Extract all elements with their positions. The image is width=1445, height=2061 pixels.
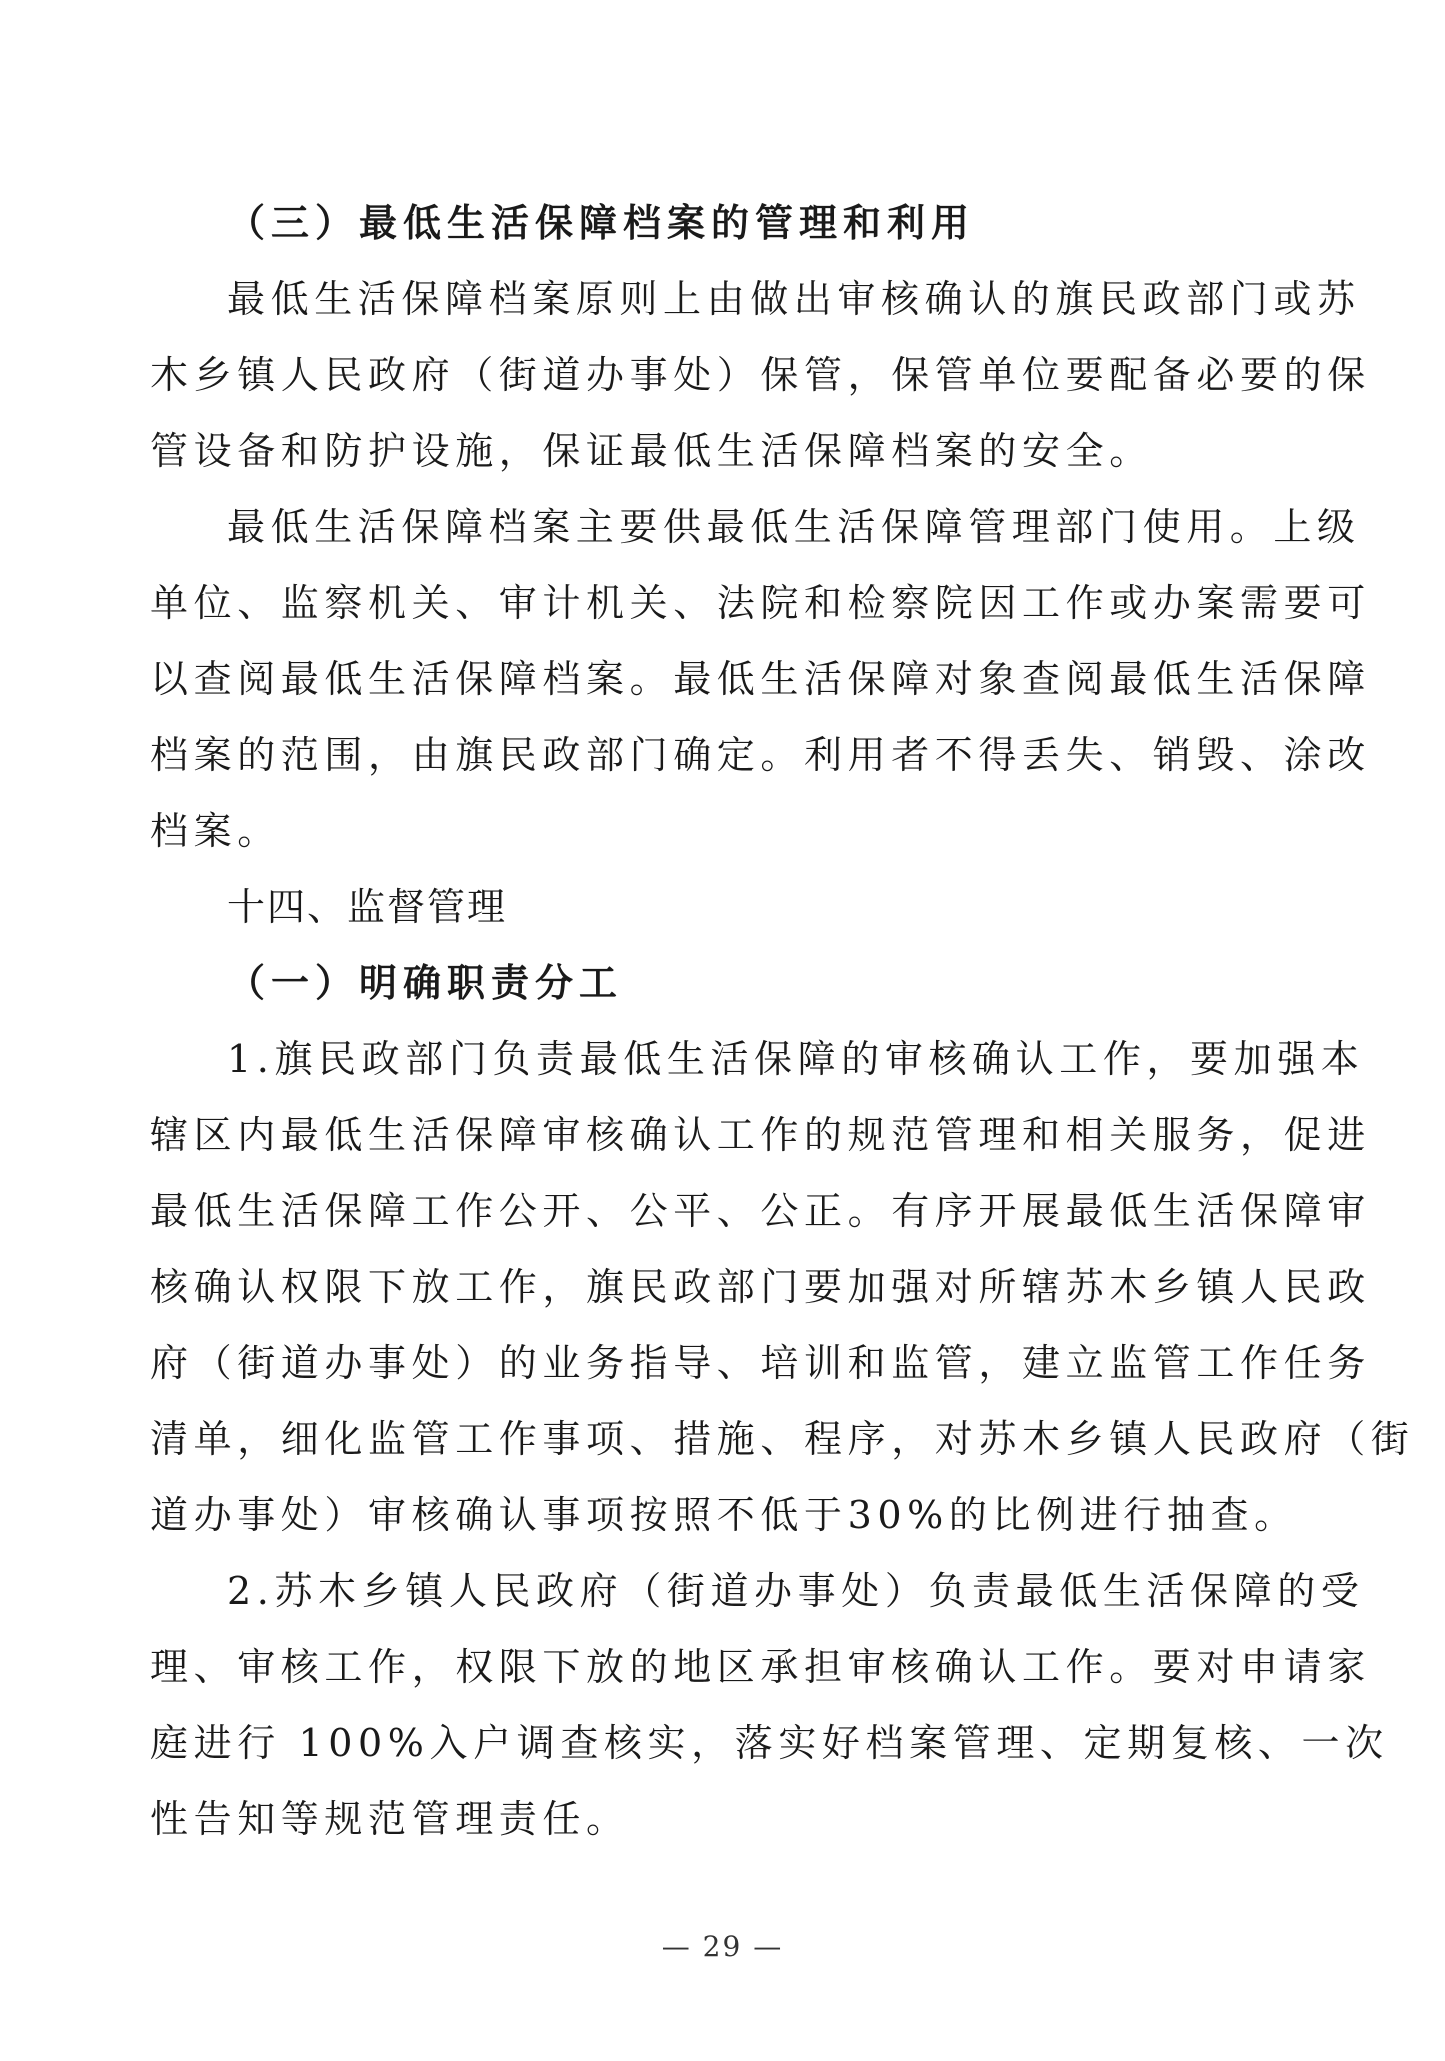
section-heading-supervision: 十四、监督管理 [227,885,508,929]
paragraph-line: 档案的范围，由旗民政部门确定。利用者不得丢失、销毁、涂改 [150,733,1371,777]
paragraph-line: 道办事处）审核确认事项按照不低于30%的比例进行抽查。 [150,1493,1298,1537]
paragraph-line: 以查阅最低生活保障档案。最低生活保障对象查阅最低生活保障 [150,657,1371,701]
paragraph-line: 府（街道办事处）的业务指导、培训和监管，建立监管工作任务 [150,1341,1371,1385]
paragraph-line: 最低生活保障档案原则上由做出审核确认的旗民政部门或苏 [227,277,1361,321]
paragraph-line: 理、审核工作，权限下放的地区承担审核确认工作。要对申请家 [150,1645,1371,1689]
subheading-archive-management: （三）最低生活保障档案的管理和利用 [227,200,976,245]
paragraph-line: 档案。 [150,809,281,853]
paragraph-line: 辖区内最低生活保障审核确认工作的规范管理和相关服务，促进 [150,1113,1371,1157]
paragraph-line: 单位、监察机关、审计机关、法院和检察院因工作或办案需要可 [150,581,1371,625]
paragraph-line: 管设备和防护设施，保证最低生活保障档案的安全。 [150,429,1153,473]
subheading-duties: （一）明确职责分工 [227,960,624,1005]
paragraph-line: 核确认权限下放工作，旗民政部门要加强对所辖苏木乡镇人民政 [150,1265,1371,1309]
paragraph-line: 最低生活保障档案主要供最低生活保障管理部门使用。上级 [227,505,1361,549]
page-number: — 29 — [661,1930,784,1963]
paragraph-line: 木乡镇人民政府（街道办事处）保管，保管单位要配备必要的保 [150,353,1371,397]
paragraph-line: 清单，细化监管工作事项、措施、程序，对苏木乡镇人民政府（街 [150,1417,1415,1461]
paragraph-line: 性告知等规范管理责任。 [150,1797,630,1841]
paragraph-line: 1.旗民政部门负责最低生活保障的审核确认工作，要加强本 [227,1037,1365,1081]
paragraph-line: 2.苏木乡镇人民政府（街道办事处）负责最低生活保障的受 [227,1569,1365,1613]
paragraph-line: 最低生活保障工作公开、公平、公正。有序开展最低生活保障审 [150,1189,1371,1233]
document-body [150,185,1415,1857]
paragraph-line: 庭进行 100%入户调查核实，落实好档案管理、定期复核、一次 [150,1721,1389,1765]
